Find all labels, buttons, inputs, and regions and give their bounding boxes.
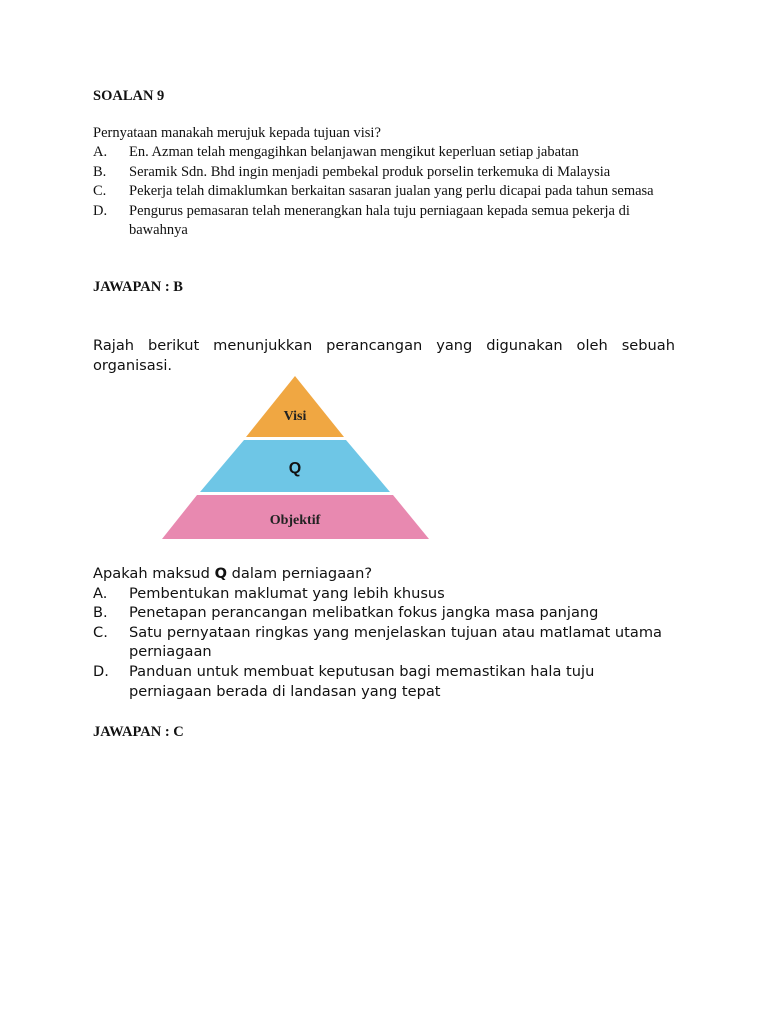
- question-2-stem-after: dalam perniagaan?: [227, 565, 373, 582]
- question-1: [93, 124, 675, 240]
- question-1-option-c: [93, 182, 675, 201]
- question-1-stem: Pernyataan manakah merujuk kepada tujuan visi?: [93, 125, 381, 141]
- option-text: Seramik Sdn. Bhd ingin menjadi pembekal produk porselin terkemuka di Malaysia: [129, 163, 611, 180]
- question-2-option-c: [93, 623, 675, 662]
- option-letter: C.: [93, 623, 108, 641]
- option-letter: A.: [93, 144, 108, 161]
- option-text: En. Azman telah mengagihkan belanjawan mengikut keperluan setiap jabatan: [129, 144, 579, 161]
- option-letter: C.: [93, 183, 107, 200]
- question-1-option-a: [93, 143, 675, 162]
- question-heading: SOALAN 9: [93, 88, 165, 104]
- option-text: Pembentukan maklumat yang lebih khusus: [129, 584, 445, 602]
- question-2-option-a: [93, 584, 675, 604]
- planning-pyramid-diagram: [162, 375, 430, 541]
- question-1-answer: JAWAPAN : B: [93, 279, 183, 295]
- option-text: Pengurus pemasaran telah menerangkan hala tuju perniagaan kepada semua pekerja di bawahnya: [129, 202, 630, 239]
- option-text: Pekerja telah dimaklumkan berkaitan sasaran jualan yang perlu dicapai pada tahun semasa: [129, 183, 654, 200]
- pyramid-top-label: Visi: [283, 409, 307, 424]
- question-1-option-d: [93, 202, 675, 241]
- question-2: [93, 564, 675, 701]
- pyramid-bottom-label: Objektif: [269, 513, 321, 528]
- question-2-stem-before: Apakah maksud: [93, 565, 215, 582]
- question-2-stem-bold: Q: [214, 565, 227, 582]
- question-2-option-d: [93, 662, 675, 701]
- option-letter: B.: [93, 163, 107, 180]
- pyramid-top-tier: [246, 376, 344, 437]
- option-text: Panduan untuk membuat keputusan bagi memastikan hala tuju perniagaan berada di landasan yang tepat: [129, 662, 595, 700]
- question-2-answer: JAWAPAN : C: [93, 724, 184, 740]
- question-1-option-b: [93, 163, 675, 182]
- pyramid-middle-label: Q: [288, 460, 302, 477]
- option-letter: A.: [93, 584, 108, 602]
- option-letter: B.: [93, 604, 108, 622]
- option-text: Penetapan perancangan melibatkan fokus jangka masa panjang: [129, 604, 599, 622]
- option-text: Satu pernyataan ringkas yang menjelaskan tujuan atau matlamat utama perniagaan: [129, 623, 662, 661]
- option-letter: D.: [93, 662, 109, 680]
- question-2-intro: Rajah berikut menunjukkan perancangan yang digunakan oleh sebuah organisasi.: [93, 337, 675, 374]
- question-2-option-b: [93, 603, 675, 623]
- option-letter: D.: [93, 202, 108, 219]
- question-2-stem: [93, 564, 675, 584]
